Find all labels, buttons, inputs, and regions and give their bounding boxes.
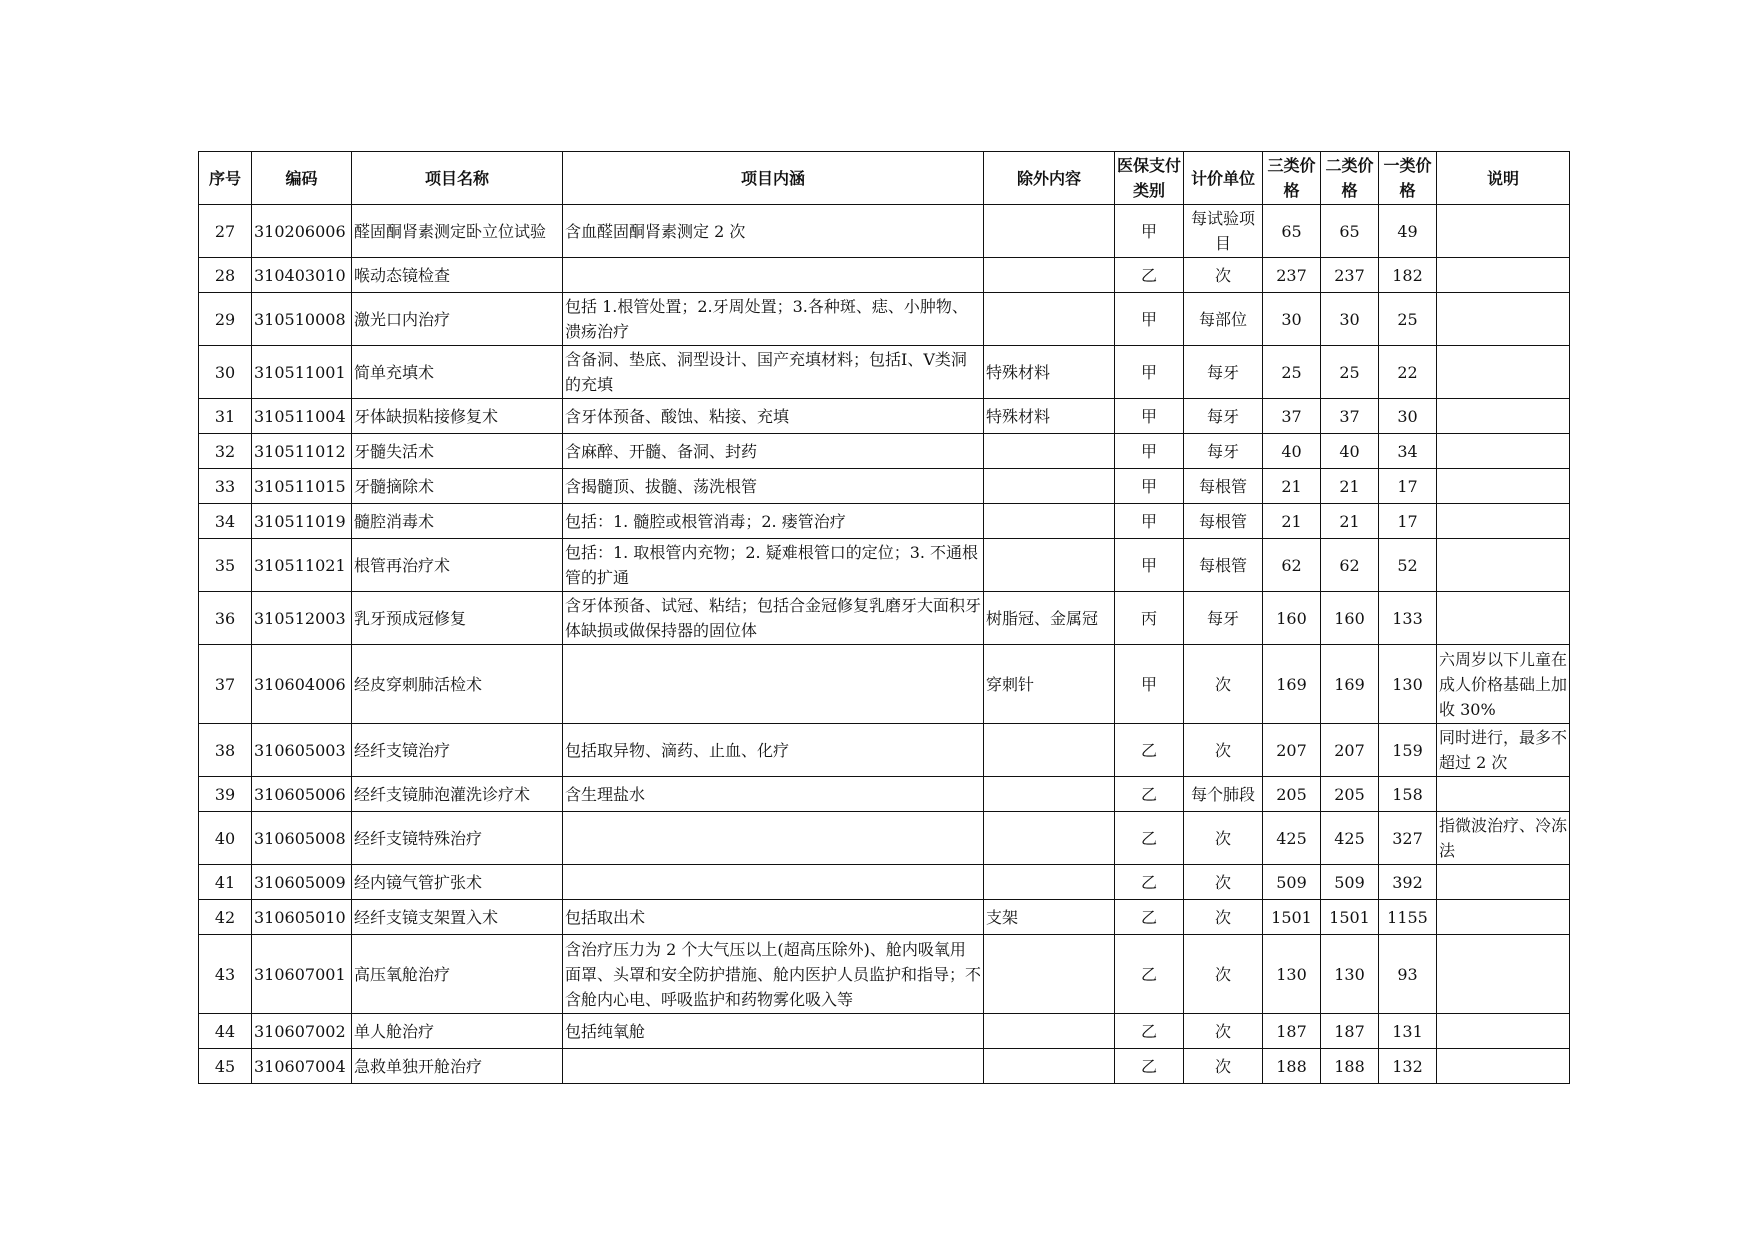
cell-pricing-unit: 每根管 [1184, 539, 1263, 592]
cell-pricing-unit: 每个肺段 [1184, 777, 1263, 812]
cell-price-class-3: 40 [1263, 434, 1321, 469]
cell-remarks: 指微波治疗、冷冻法 [1437, 812, 1570, 865]
table-row [199, 504, 1570, 539]
cell-item-name: 急救单独开舱治疗 [352, 1049, 563, 1084]
header-price-class-1: 一类价格 [1379, 152, 1437, 205]
cell-price-class-2: 1501 [1321, 900, 1379, 935]
cell-price-class-2: 30 [1321, 293, 1379, 346]
table-row [199, 469, 1570, 504]
cell-item-content [563, 812, 984, 865]
cell-excluded-content: 穿刺针 [984, 645, 1115, 724]
cell-item-content: 包括 1.根管处置；2.牙周处置；3.各种斑、痣、小肿物、溃疡治疗 [563, 293, 984, 346]
cell-price-class-2: 21 [1321, 504, 1379, 539]
table-row [199, 592, 1570, 645]
cell-price-class-1: 52 [1379, 539, 1437, 592]
cell-code: 310511012 [252, 434, 352, 469]
header-price-class-2: 二类价格 [1321, 152, 1379, 205]
cell-price-class-2: 188 [1321, 1049, 1379, 1084]
cell-remarks [1437, 935, 1570, 1014]
header-seq-no: 序号 [199, 152, 252, 205]
cell-code: 310511004 [252, 399, 352, 434]
cell-remarks [1437, 1049, 1570, 1084]
cell-item-content: 含牙体预备、酸蚀、粘接、充填 [563, 399, 984, 434]
cell-price-class-3: 1501 [1263, 900, 1321, 935]
cell-remarks: 六周岁以下儿童在成人价格基础上加收 30% [1437, 645, 1570, 724]
table-row [199, 900, 1570, 935]
cell-insurance-category: 甲 [1115, 293, 1184, 346]
cell-price-class-2: 21 [1321, 469, 1379, 504]
table-row [199, 777, 1570, 812]
header-item-name: 项目名称 [352, 152, 563, 205]
cell-code: 310511001 [252, 346, 352, 399]
cell-remarks [1437, 592, 1570, 645]
cell-seq-no: 31 [199, 399, 252, 434]
table-row [199, 258, 1570, 293]
table-row [199, 346, 1570, 399]
cell-price-class-3: 169 [1263, 645, 1321, 724]
cell-price-class-2: 65 [1321, 205, 1379, 258]
cell-excluded-content [984, 258, 1115, 293]
cell-item-name: 简单充填术 [352, 346, 563, 399]
cell-remarks [1437, 469, 1570, 504]
cell-remarks [1437, 346, 1570, 399]
cell-excluded-content [984, 935, 1115, 1014]
cell-excluded-content [984, 724, 1115, 777]
cell-price-class-1: 49 [1379, 205, 1437, 258]
table-row [199, 205, 1570, 258]
cell-excluded-content: 支架 [984, 900, 1115, 935]
table-row [199, 645, 1570, 724]
cell-code: 310607002 [252, 1014, 352, 1049]
cell-item-name: 喉动态镜检查 [352, 258, 563, 293]
cell-remarks [1437, 258, 1570, 293]
cell-price-class-2: 40 [1321, 434, 1379, 469]
cell-excluded-content: 树脂冠、金属冠 [984, 592, 1115, 645]
cell-code: 310512003 [252, 592, 352, 645]
cell-pricing-unit: 次 [1184, 645, 1263, 724]
cell-pricing-unit: 次 [1184, 724, 1263, 777]
cell-insurance-category: 乙 [1115, 777, 1184, 812]
table-row [199, 399, 1570, 434]
cell-price-class-1: 327 [1379, 812, 1437, 865]
cell-item-name: 乳牙预成冠修复 [352, 592, 563, 645]
cell-insurance-category: 乙 [1115, 900, 1184, 935]
cell-item-name: 髓腔消毒术 [352, 504, 563, 539]
cell-price-class-1: 133 [1379, 592, 1437, 645]
cell-code: 310510008 [252, 293, 352, 346]
cell-price-class-1: 25 [1379, 293, 1437, 346]
cell-code: 310607001 [252, 935, 352, 1014]
cell-price-class-2: 169 [1321, 645, 1379, 724]
cell-price-class-1: 182 [1379, 258, 1437, 293]
cell-insurance-category: 甲 [1115, 346, 1184, 399]
cell-price-class-2: 25 [1321, 346, 1379, 399]
cell-code: 310511019 [252, 504, 352, 539]
cell-item-content: 含揭髓顶、拔髓、荡洗根管 [563, 469, 984, 504]
cell-price-class-1: 1155 [1379, 900, 1437, 935]
cell-code: 310511021 [252, 539, 352, 592]
cell-pricing-unit: 次 [1184, 900, 1263, 935]
cell-pricing-unit: 每部位 [1184, 293, 1263, 346]
cell-remarks: 同时进行，最多不超过 2 次 [1437, 724, 1570, 777]
cell-price-class-1: 30 [1379, 399, 1437, 434]
cell-item-name: 牙体缺损粘接修复术 [352, 399, 563, 434]
cell-price-class-1: 131 [1379, 1014, 1437, 1049]
cell-insurance-category: 甲 [1115, 434, 1184, 469]
cell-pricing-unit: 次 [1184, 865, 1263, 900]
cell-code: 310607004 [252, 1049, 352, 1084]
cell-price-class-1: 392 [1379, 865, 1437, 900]
cell-code: 310605008 [252, 812, 352, 865]
cell-price-class-3: 21 [1263, 504, 1321, 539]
cell-excluded-content [984, 469, 1115, 504]
cell-remarks [1437, 504, 1570, 539]
cell-excluded-content [984, 434, 1115, 469]
cell-price-class-2: 237 [1321, 258, 1379, 293]
cell-item-content: 包括纯氧舱 [563, 1014, 984, 1049]
cell-pricing-unit: 每牙 [1184, 346, 1263, 399]
cell-seq-no: 45 [199, 1049, 252, 1084]
cell-item-name: 醛固酮肾素测定卧立位试验 [352, 205, 563, 258]
table-row [199, 812, 1570, 865]
cell-seq-no: 33 [199, 469, 252, 504]
cell-price-class-1: 22 [1379, 346, 1437, 399]
cell-price-class-2: 205 [1321, 777, 1379, 812]
table-row [199, 434, 1570, 469]
cell-insurance-category: 甲 [1115, 645, 1184, 724]
cell-price-class-1: 34 [1379, 434, 1437, 469]
cell-price-class-3: 21 [1263, 469, 1321, 504]
cell-pricing-unit: 每试验项目 [1184, 205, 1263, 258]
cell-price-class-1: 17 [1379, 469, 1437, 504]
cell-seq-no: 27 [199, 205, 252, 258]
cell-pricing-unit: 每牙 [1184, 399, 1263, 434]
cell-remarks [1437, 399, 1570, 434]
cell-item-name: 经纤支镜肺泡灌洗诊疗术 [352, 777, 563, 812]
header-remarks: 说明 [1437, 152, 1570, 205]
cell-remarks [1437, 777, 1570, 812]
cell-item-content [563, 865, 984, 900]
cell-seq-no: 28 [199, 258, 252, 293]
cell-item-content: 含治疗压力为 2 个大气压以上(超高压除外)、舱内吸氧用面罩、头罩和安全防护措施、舱内医护人员监护和指导；不含舱内心电、呼吸监护和药物雾化吸入等 [563, 935, 984, 1014]
cell-item-content [563, 258, 984, 293]
cell-seq-no: 41 [199, 865, 252, 900]
cell-price-class-1: 132 [1379, 1049, 1437, 1084]
cell-item-name: 经内镜气管扩张术 [352, 865, 563, 900]
header-price-class-3: 三类价格 [1263, 152, 1321, 205]
cell-excluded-content [984, 539, 1115, 592]
cell-pricing-unit: 次 [1184, 812, 1263, 865]
cell-insurance-category: 乙 [1115, 865, 1184, 900]
table-row [199, 865, 1570, 900]
cell-item-content [563, 1049, 984, 1084]
cell-item-content: 含备洞、垫底、洞型设计、国产充填材料；包括Ⅰ、Ⅴ类洞的充填 [563, 346, 984, 399]
cell-seq-no: 40 [199, 812, 252, 865]
cell-price-class-3: 65 [1263, 205, 1321, 258]
cell-price-class-1: 17 [1379, 504, 1437, 539]
cell-price-class-3: 205 [1263, 777, 1321, 812]
cell-item-content: 含生理盐水 [563, 777, 984, 812]
cell-price-class-2: 425 [1321, 812, 1379, 865]
cell-item-content: 包括：1. 髓腔或根管消毒；2. 瘘管治疗 [563, 504, 984, 539]
cell-remarks [1437, 293, 1570, 346]
table-row [199, 724, 1570, 777]
cell-item-content: 含麻醉、开髓、备洞、封药 [563, 434, 984, 469]
cell-code: 310206006 [252, 205, 352, 258]
cell-seq-no: 38 [199, 724, 252, 777]
cell-excluded-content [984, 504, 1115, 539]
cell-item-content: 含血醛固酮肾素测定 2 次 [563, 205, 984, 258]
cell-price-class-1: 130 [1379, 645, 1437, 724]
cell-item-name: 经纤支镜治疗 [352, 724, 563, 777]
cell-seq-no: 36 [199, 592, 252, 645]
cell-insurance-category: 甲 [1115, 539, 1184, 592]
cell-insurance-category: 乙 [1115, 1049, 1184, 1084]
cell-insurance-category: 甲 [1115, 205, 1184, 258]
header-item-content: 项目内涵 [563, 152, 984, 205]
cell-seq-no: 37 [199, 645, 252, 724]
cell-pricing-unit: 每根管 [1184, 504, 1263, 539]
table-row [199, 1014, 1570, 1049]
cell-excluded-content [984, 205, 1115, 258]
cell-pricing-unit: 每牙 [1184, 434, 1263, 469]
cell-seq-no: 34 [199, 504, 252, 539]
cell-seq-no: 32 [199, 434, 252, 469]
header-excluded-content: 除外内容 [984, 152, 1115, 205]
cell-excluded-content [984, 812, 1115, 865]
cell-excluded-content [984, 293, 1115, 346]
cell-insurance-category: 甲 [1115, 504, 1184, 539]
cell-item-content: 包括取异物、滴药、止血、化疗 [563, 724, 984, 777]
cell-code: 310605009 [252, 865, 352, 900]
cell-insurance-category: 丙 [1115, 592, 1184, 645]
table-row [199, 293, 1570, 346]
cell-seq-no: 30 [199, 346, 252, 399]
cell-price-class-2: 207 [1321, 724, 1379, 777]
cell-price-class-3: 25 [1263, 346, 1321, 399]
cell-price-class-2: 187 [1321, 1014, 1379, 1049]
price-table [198, 151, 1570, 1084]
cell-item-content [563, 645, 984, 724]
cell-seq-no: 44 [199, 1014, 252, 1049]
cell-item-content: 含牙体预备、试冠、粘结；包括合金冠修复乳磨牙大面积牙体缺损或做保持器的固位体 [563, 592, 984, 645]
cell-excluded-content: 特殊材料 [984, 346, 1115, 399]
cell-insurance-category: 乙 [1115, 258, 1184, 293]
cell-price-class-3: 160 [1263, 592, 1321, 645]
cell-insurance-category: 甲 [1115, 469, 1184, 504]
cell-price-class-3: 62 [1263, 539, 1321, 592]
cell-item-name: 经纤支镜支架置入术 [352, 900, 563, 935]
cell-price-class-1: 159 [1379, 724, 1437, 777]
cell-item-name: 经皮穿刺肺活检术 [352, 645, 563, 724]
cell-pricing-unit: 次 [1184, 1049, 1263, 1084]
cell-seq-no: 42 [199, 900, 252, 935]
cell-pricing-unit: 次 [1184, 935, 1263, 1014]
cell-insurance-category: 乙 [1115, 812, 1184, 865]
cell-item-name: 根管再治疗术 [352, 539, 563, 592]
table-row [199, 539, 1570, 592]
cell-insurance-category: 乙 [1115, 935, 1184, 1014]
cell-pricing-unit: 每牙 [1184, 592, 1263, 645]
cell-price-class-2: 62 [1321, 539, 1379, 592]
cell-pricing-unit: 次 [1184, 1014, 1263, 1049]
cell-price-class-2: 37 [1321, 399, 1379, 434]
cell-code: 310511015 [252, 469, 352, 504]
cell-item-name: 高压氧舱治疗 [352, 935, 563, 1014]
cell-seq-no: 29 [199, 293, 252, 346]
cell-pricing-unit: 次 [1184, 258, 1263, 293]
cell-price-class-3: 207 [1263, 724, 1321, 777]
cell-price-class-1: 158 [1379, 777, 1437, 812]
cell-item-name: 激光口内治疗 [352, 293, 563, 346]
cell-remarks [1437, 865, 1570, 900]
cell-insurance-category: 乙 [1115, 724, 1184, 777]
cell-price-class-2: 509 [1321, 865, 1379, 900]
cell-remarks [1437, 539, 1570, 592]
cell-price-class-1: 93 [1379, 935, 1437, 1014]
cell-remarks [1437, 900, 1570, 935]
cell-remarks [1437, 205, 1570, 258]
cell-price-class-3: 187 [1263, 1014, 1321, 1049]
cell-price-class-3: 30 [1263, 293, 1321, 346]
cell-insurance-category: 甲 [1115, 399, 1184, 434]
cell-excluded-content [984, 777, 1115, 812]
cell-code: 310605006 [252, 777, 352, 812]
cell-price-class-3: 37 [1263, 399, 1321, 434]
cell-code: 310605010 [252, 900, 352, 935]
cell-item-name: 牙髓失活术 [352, 434, 563, 469]
cell-seq-no: 39 [199, 777, 252, 812]
cell-excluded-content [984, 1014, 1115, 1049]
cell-excluded-content: 特殊材料 [984, 399, 1115, 434]
cell-code: 310403010 [252, 258, 352, 293]
cell-seq-no: 35 [199, 539, 252, 592]
cell-remarks [1437, 1014, 1570, 1049]
cell-item-content: 包括：1. 取根管内充物；2. 疑难根管口的定位；3. 不通根管的扩通 [563, 539, 984, 592]
cell-pricing-unit: 每根管 [1184, 469, 1263, 504]
cell-remarks [1437, 434, 1570, 469]
cell-seq-no: 43 [199, 935, 252, 1014]
cell-code: 310605003 [252, 724, 352, 777]
cell-price-class-3: 130 [1263, 935, 1321, 1014]
cell-item-content: 包括取出术 [563, 900, 984, 935]
cell-price-class-3: 425 [1263, 812, 1321, 865]
cell-item-name: 牙髓摘除术 [352, 469, 563, 504]
header-row [199, 152, 1570, 205]
cell-price-class-2: 130 [1321, 935, 1379, 1014]
cell-price-class-2: 160 [1321, 592, 1379, 645]
table-row [199, 935, 1570, 1014]
table-row [199, 1049, 1570, 1084]
cell-price-class-3: 237 [1263, 258, 1321, 293]
cell-item-name: 单人舱治疗 [352, 1014, 563, 1049]
cell-excluded-content [984, 1049, 1115, 1084]
header-code: 编码 [252, 152, 352, 205]
cell-insurance-category: 乙 [1115, 1014, 1184, 1049]
table-body [199, 205, 1570, 1084]
cell-price-class-3: 188 [1263, 1049, 1321, 1084]
header-pricing-unit: 计价单位 [1184, 152, 1263, 205]
cell-code: 310604006 [252, 645, 352, 724]
cell-excluded-content [984, 865, 1115, 900]
header-insurance-category: 医保支付类别 [1115, 152, 1184, 205]
cell-price-class-3: 509 [1263, 865, 1321, 900]
cell-item-name: 经纤支镜特殊治疗 [352, 812, 563, 865]
